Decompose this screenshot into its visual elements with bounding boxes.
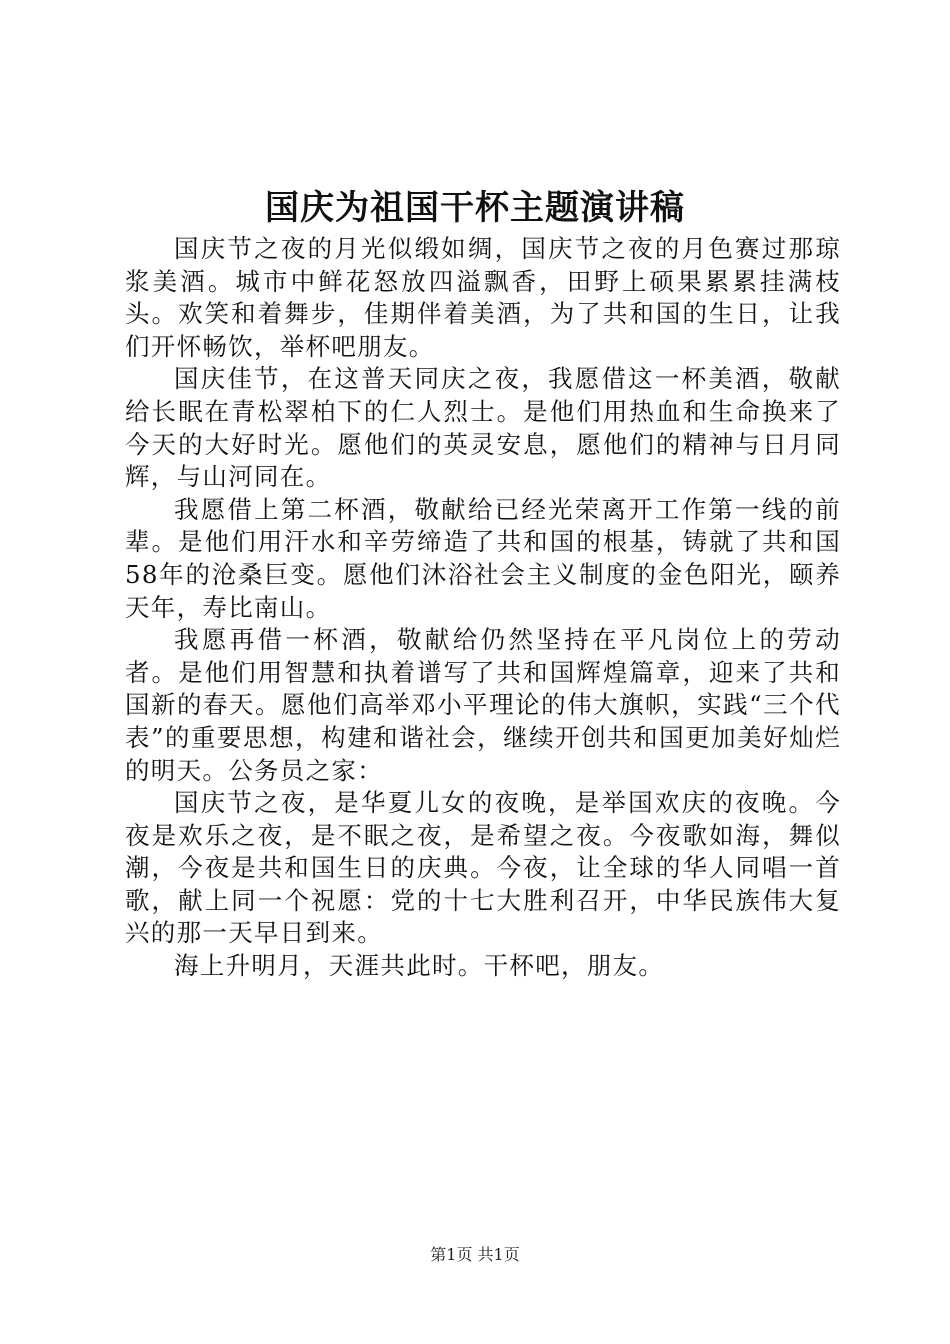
paragraph-2: 国庆佳节，在这普天同庆之夜，我愿借这一杯美酒，敬献给长眠在青松翠柏下的仁人烈士。是他们用热血和生命换来了今天的大好时光。愿他们的英灵安息，愿他们的精神与日月同辉，与山河同在。 xyxy=(125,364,841,492)
document-body xyxy=(125,233,841,983)
page-footer xyxy=(0,1244,950,1266)
paragraph-3: 我愿借上第二杯酒，敬献给已经光荣离开工作第一线的前辈。是他们用汗水和辛劳缔造了共和国的根基，铸就了共和国58年的沧桑巨变。愿他们沐浴社会主义制度的金色阳光，颐养天年，寿比南山。 xyxy=(125,494,841,622)
page-number: 第1页 共1页 xyxy=(430,1245,520,1264)
paragraph-5: 国庆节之夜，是华夏儿女的夜晚，是举国欢庆的夜晚。今夜是欢乐之夜，是不眠之夜，是希望之夜。今夜歌如海，舞似潮，今夜是共和国生日的庆典。今夜，让全球的华人同唱一首歌，献上同一个祝愿：党的十七大胜利召开，中华民族伟大复兴的那一天早日到来。 xyxy=(125,788,841,948)
paragraph-1: 国庆节之夜的月光似缎如绸，国庆节之夜的月色赛过那琼浆美酒。城市中鲜花怒放四溢飘香，田野上硕果累累挂满枝头。欢笑和着舞步，佳期伴着美酒，为了共和国的生日，让我们开怀畅饮，举杯吧朋友。 xyxy=(125,234,841,361)
paragraph-6: 海上升明月，天涯共此时。干杯吧，朋友。 xyxy=(174,951,665,981)
document-title: 国庆为祖国干杯主题演讲稿 xyxy=(265,188,685,228)
paragraph-4: 我愿再借一杯酒，敬献给仍然坚持在平凡岗位上的劳动者。是他们用智慧和执着谱写了共和国辉煌篇章，迎来了共和国新的春天。愿他们高举邓小平理论的伟大旗帜，实践“三个代表”的重要思想，构建和谐社会，继续开创共和国更加美好灿烂的明天。公务员之家： xyxy=(125,625,842,785)
